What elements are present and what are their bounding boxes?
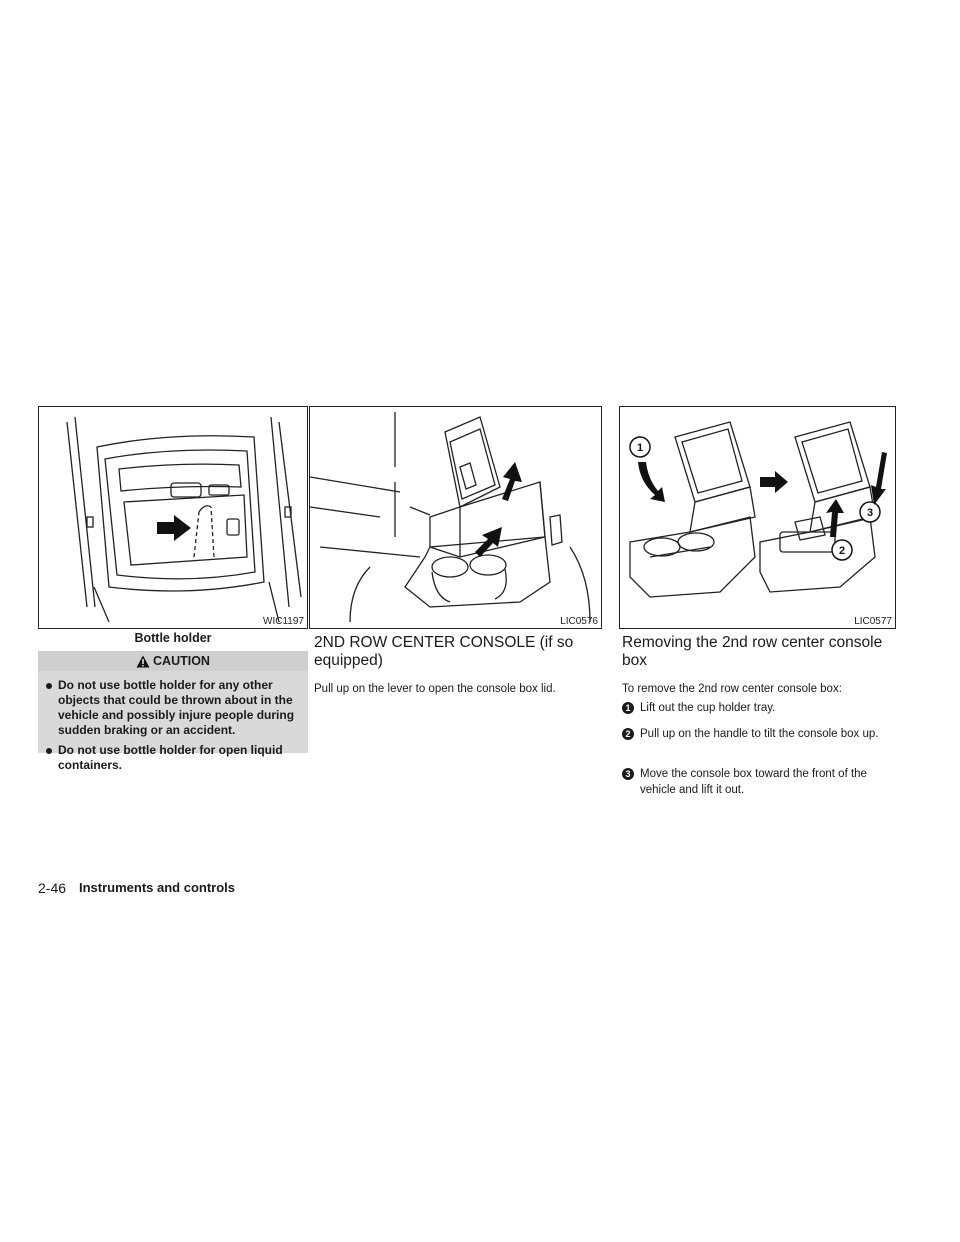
svg-text:2: 2 (838, 545, 846, 557)
caution-box (38, 651, 308, 772)
door-illustration (39, 407, 307, 628)
section-heading-center-console: 2ND ROW CENTER CONSOLE (if so equipped) (314, 634, 574, 669)
caution-item: Do not use bottle holder for open liquid containers. (46, 743, 304, 773)
svg-text:1: 1 (636, 442, 644, 454)
figure-console-remove (619, 406, 896, 629)
caution-header (38, 651, 308, 671)
section-heading-removing: Removing the 2nd row center console box (622, 634, 883, 669)
bullet-icon (46, 683, 52, 689)
section-intro-removing: To remove the 2nd row center console box: (622, 683, 842, 695)
figure-code: WIC1197 (263, 616, 304, 627)
step-number-icon: 1 (622, 702, 634, 714)
figure-console-open (309, 406, 602, 629)
step-item: 2 Pull up on the handle to tilt the console box up. (622, 726, 898, 742)
svg-text:3: 3 (866, 507, 874, 519)
caution-title: CAUTION (153, 654, 210, 668)
figure-code: LIC0576 (560, 616, 598, 627)
section-body-center-console: Pull up on the lever to open the console box lid. (314, 683, 556, 695)
figure-caption: Bottle holder (134, 631, 212, 645)
console-open-illustration (310, 407, 601, 628)
callout-2 (832, 540, 852, 560)
page-number: 2-46 (38, 880, 67, 896)
console-remove-illustration (620, 407, 895, 628)
callout-3 (860, 502, 880, 522)
step-number-icon: 2 (622, 728, 634, 740)
figure-code: LIC0577 (854, 616, 892, 627)
warning-icon (136, 654, 150, 674)
step-number-icon: 3 (622, 768, 634, 780)
footer-section-title: Instruments and controls (79, 880, 236, 895)
step-item: 1 Lift out the cup holder tray. (622, 700, 898, 716)
caution-item: Do not use bottle holder for any other objects that could be thrown about in the vehicle and possibly injure people during sudden braking or an accident. (46, 678, 304, 738)
step-item: 3 Move the console box toward the front of the vehicle and lift it out. (622, 766, 898, 798)
figure-bottle-holder (38, 406, 308, 629)
bullet-icon (46, 748, 52, 754)
callout-1 (630, 437, 650, 457)
